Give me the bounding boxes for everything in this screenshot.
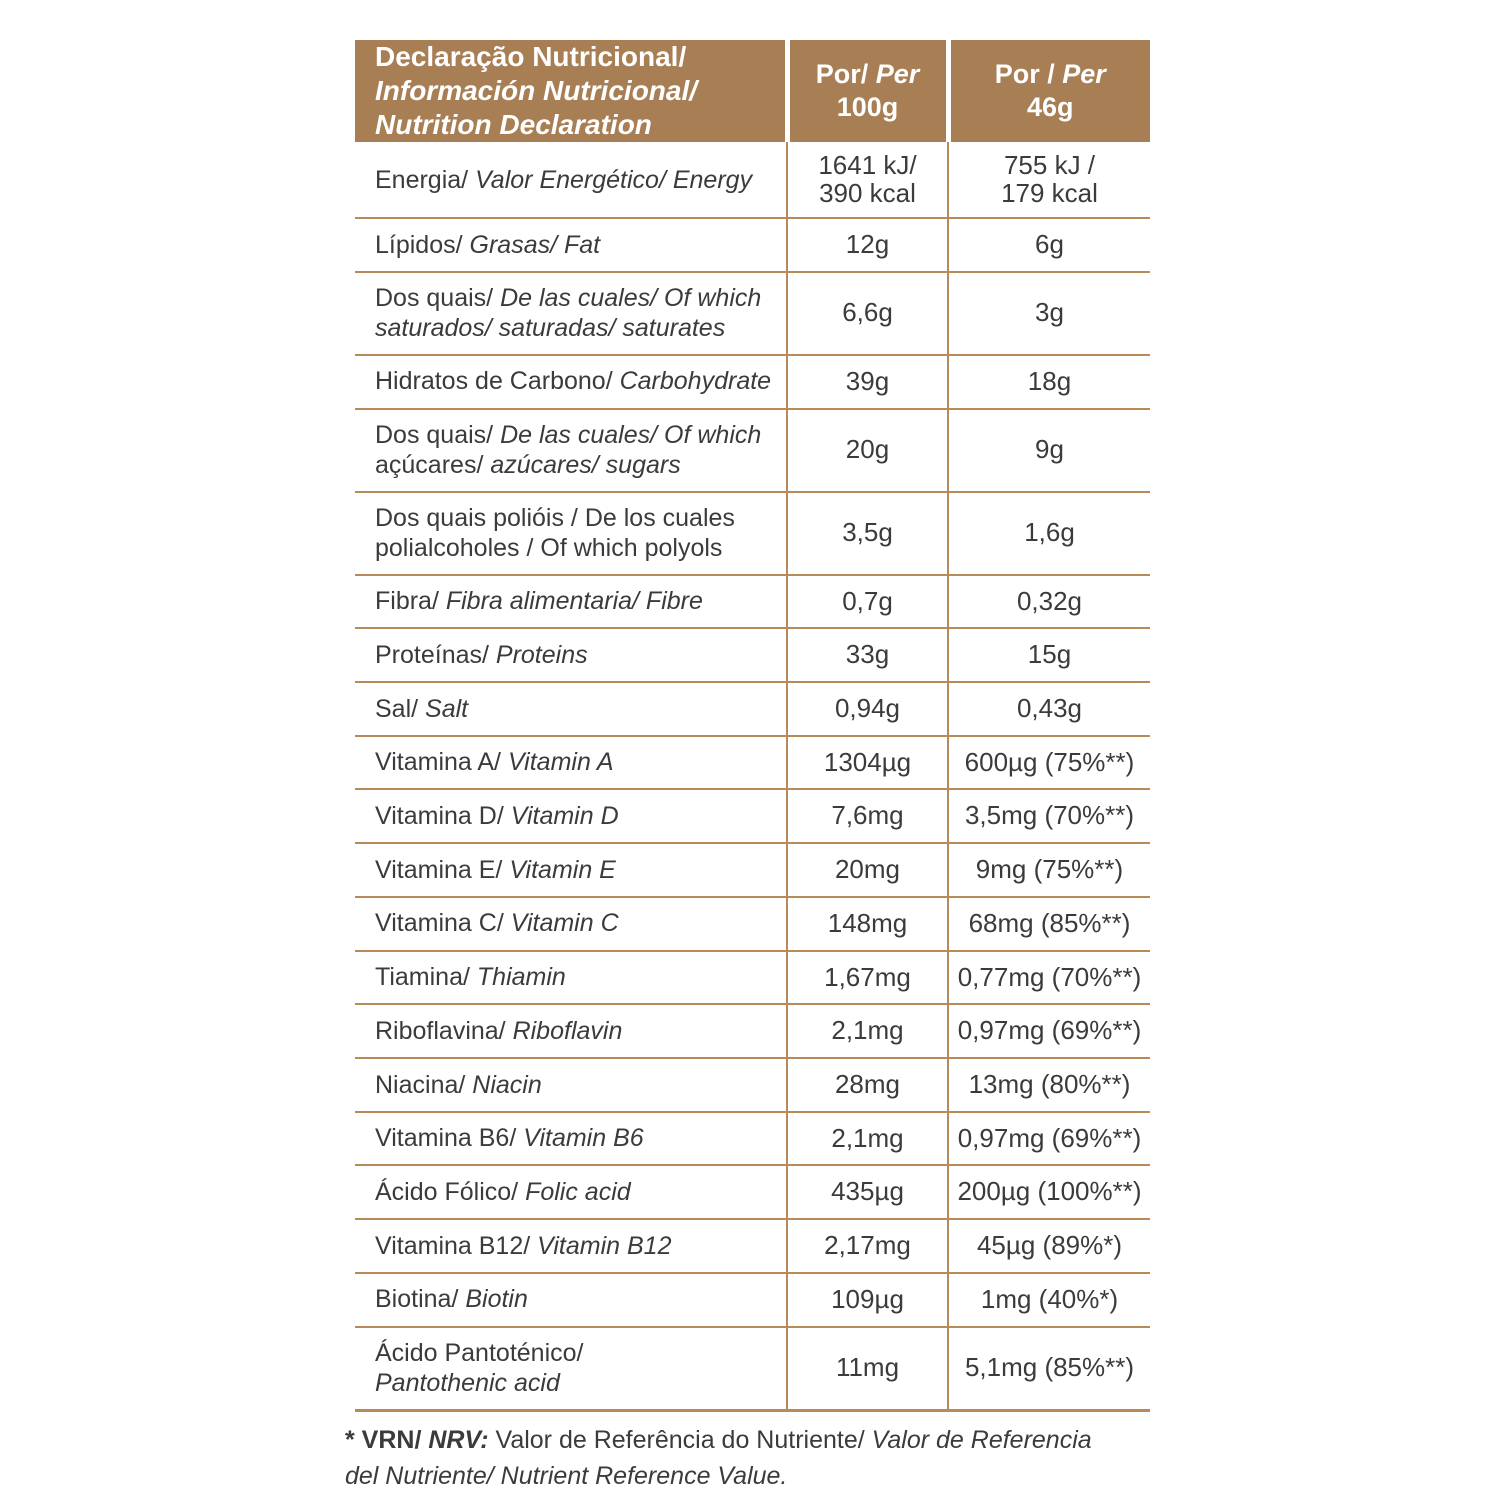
value-line: 2,1mg [831, 1122, 904, 1153]
table-row [355, 628, 1150, 682]
table-row [355, 843, 1150, 897]
value-line: 6g [1035, 229, 1064, 260]
text-segment: Ácido Fólico/ [375, 1178, 526, 1207]
value-per-100g [787, 1327, 948, 1411]
table-row [355, 272, 1150, 355]
text-segment: NRV: [428, 1426, 496, 1454]
value-per-46g [948, 355, 1150, 409]
nutrient-label [355, 1219, 787, 1273]
value-per-46g [948, 1165, 1150, 1219]
value-line: 11mg [835, 1352, 900, 1383]
text-segment: Riboflavin [512, 1016, 623, 1045]
text-segment: De las cuales/ Of which saturados/ saturadas/ saturates [375, 283, 762, 343]
table-row [355, 789, 1150, 843]
table-row [355, 951, 1150, 1005]
table-row [355, 492, 1150, 575]
value-line: 1641 kJ/ [818, 150, 917, 181]
text-segment: Vitamina B12/ [375, 1231, 538, 1260]
text-segment: Vitamina D/ [375, 801, 511, 830]
text-segment: Tiamina/ [375, 963, 477, 992]
nutrient-label [355, 142, 787, 218]
nutrient-label [355, 575, 787, 629]
header-title-text [375, 41, 697, 140]
value-per-46g [948, 789, 1150, 843]
value-line: 15g [1027, 639, 1072, 670]
value-per-46g [948, 218, 1150, 272]
nutrient-label [355, 272, 787, 355]
value-line: 3,5mg (70%**) [964, 800, 1135, 831]
value-per-100g [787, 1058, 948, 1112]
value-line: 0,32g [1016, 585, 1083, 616]
text-segment: * VRN/ [345, 1426, 429, 1454]
text-segment: Dos quais/ [375, 420, 501, 449]
text-segment: Información Nutricional/ [375, 75, 698, 107]
value-per-100g [787, 682, 948, 736]
text-segment: Ácido Pantoténico/ [375, 1338, 584, 1367]
text-segment: Vitamina A/ [375, 748, 508, 777]
text-segment: Nutrition Declaration [375, 109, 652, 141]
value-line: 435µg [831, 1176, 904, 1207]
nutrient-label [355, 1327, 787, 1411]
value-per-100g [787, 575, 948, 629]
value-line: 755 kJ / [1003, 150, 1096, 181]
text-segment: Vitamin B6 [523, 1124, 644, 1153]
table-row [355, 897, 1150, 951]
text-segment: Carbohydrate [619, 367, 772, 396]
table-row [355, 1058, 1150, 1112]
text-segment: Folic acid [525, 1178, 631, 1207]
text-segment: Valor de Referência do Nutriente/ [495, 1426, 872, 1454]
value-line: 1304µg [823, 746, 912, 777]
table-row [355, 575, 1150, 629]
value-line: 200µg (100%**) [957, 1176, 1142, 1207]
text-segment: Pantothenic acid [375, 1369, 560, 1398]
text-segment: Hidratos de Carbono/ [375, 367, 620, 396]
table-row [355, 1327, 1150, 1411]
text-segment: azúcares/ sugars [490, 451, 681, 479]
value-line: 68mg (85%**) [968, 907, 1131, 938]
value-per-46g [948, 951, 1150, 1005]
value-line: 600µg (75%**) [964, 746, 1135, 777]
text-segment: Por / [994, 59, 1063, 90]
value-per-46g [948, 1327, 1150, 1411]
value-line: 33g [845, 639, 890, 670]
value-line: 1mg (40%*) [980, 1283, 1119, 1314]
value-per-46g [948, 1058, 1150, 1112]
header-per46g-text [995, 59, 1106, 122]
value-per-46g [948, 272, 1150, 355]
table-body [355, 142, 1150, 1410]
header-per46g-cell [948, 40, 1150, 142]
value-per-100g [787, 1219, 948, 1273]
table-row [355, 355, 1150, 409]
text-segment: Por/ [815, 59, 876, 90]
value-line: 28mg [834, 1068, 901, 1099]
text-segment: Valor Energético/ Energy [475, 165, 753, 194]
text-segment: Per [1062, 59, 1106, 90]
text-segment: Fibra/ [375, 587, 446, 616]
value-line: 20mg [834, 854, 901, 885]
value-line: 0,43g [1016, 692, 1083, 723]
value-line: 9mg (75%**) [975, 854, 1124, 885]
nutrient-label [355, 1165, 787, 1219]
value-line: 0,77mg (70%**) [957, 961, 1142, 992]
header-row [355, 40, 1150, 142]
value-line: 7,6mg [831, 800, 904, 831]
nutrient-label [355, 897, 787, 951]
table-row [355, 1165, 1150, 1219]
value-per-100g [787, 1273, 948, 1327]
value-per-100g [787, 951, 948, 1005]
value-per-46g [948, 492, 1150, 575]
text-segment: Vitamin D [510, 801, 619, 830]
text-segment: Proteins [495, 640, 588, 669]
value-line: 13mg (80%**) [968, 1068, 1131, 1099]
value-line: 6,6g [842, 297, 893, 328]
value-line: 390 kcal [819, 177, 916, 208]
text-segment: Lípidos/ [375, 230, 470, 259]
text-segment: Vitamina C/ [375, 909, 511, 938]
text-segment: De las cuales/ Of which [500, 420, 762, 449]
text-segment: Fibra alimentaria/ Fibre [445, 587, 703, 616]
text-segment: Declaração Nutricional/ [375, 41, 687, 72]
text-segment: Dos quais polióis / De los cuales polialcoholes / Of which polyols [375, 503, 735, 562]
text-segment: Proteínas/ [375, 640, 496, 669]
nutrient-label [355, 789, 787, 843]
nutrient-label [355, 951, 787, 1005]
text-segment: Dos quais/ [375, 283, 501, 312]
value-per-46g [948, 142, 1150, 218]
table-row [355, 682, 1150, 736]
value-line: 0,94g [834, 692, 901, 723]
footnote [345, 1422, 1092, 1495]
value-per-46g [948, 897, 1150, 951]
text-segment: Niacina/ [375, 1070, 473, 1099]
value-line: 148mg [827, 907, 908, 938]
text-segment: Grasas/ Fat [469, 230, 601, 259]
value-per-100g [787, 843, 948, 897]
nutrient-label [355, 1273, 787, 1327]
text-segment: 100g [836, 92, 899, 123]
value-line: 109µg [831, 1283, 904, 1314]
text-segment: Valor de Referencia [871, 1426, 1092, 1454]
nutrient-label [355, 1112, 787, 1166]
value-line: 2,1mg [831, 1015, 904, 1046]
value-per-46g [948, 682, 1150, 736]
header-per100g-cell [787, 40, 948, 142]
value-line: 179 kcal [1001, 177, 1098, 208]
text-segment: Riboflavina/ [375, 1016, 513, 1045]
value-per-100g [787, 355, 948, 409]
value-line: 5,1mg (85%**) [964, 1352, 1135, 1383]
text-segment: Thiamin [476, 963, 566, 992]
value-per-46g [948, 1273, 1150, 1327]
nutrient-label [355, 736, 787, 790]
value-line: 3g [1035, 297, 1064, 328]
text-segment: Vitamin B12 [537, 1231, 672, 1260]
table-row [355, 142, 1150, 218]
table-row [355, 409, 1150, 492]
value-line: 12g [845, 229, 890, 260]
value-line: 0,7g [842, 585, 893, 616]
text-segment: Vitamina B6/ [375, 1124, 524, 1153]
nutrient-label [355, 628, 787, 682]
value-line: 0,97mg (69%**) [957, 1015, 1142, 1046]
value-line: 3,5g [842, 517, 893, 548]
value-per-100g [787, 492, 948, 575]
table-row [355, 1112, 1150, 1166]
value-line: 39g [845, 365, 890, 396]
table-row [355, 1273, 1150, 1327]
value-per-100g [787, 272, 948, 355]
value-per-46g [948, 575, 1150, 629]
text-segment: Sal/ [375, 694, 426, 723]
value-per-46g [948, 736, 1150, 790]
value-line: 20g [845, 434, 890, 465]
header-per100g-text [816, 59, 920, 122]
value-per-100g [787, 628, 948, 682]
nutrient-label [355, 492, 787, 575]
value-per-100g [787, 218, 948, 272]
nutrient-label [355, 682, 787, 736]
text-segment: Energia/ [375, 165, 476, 194]
text-segment: 46g [1026, 92, 1074, 123]
value-per-100g [787, 1112, 948, 1166]
text-segment: Biotin [465, 1285, 528, 1314]
text-segment: Per [875, 59, 920, 90]
table-row [355, 736, 1150, 790]
value-line: 1,67mg [824, 961, 911, 992]
value-per-46g [948, 1004, 1150, 1058]
value-per-46g [948, 1219, 1150, 1273]
nutrition-table [355, 40, 1150, 1412]
value-line: 9g [1035, 434, 1064, 465]
value-per-100g [787, 1165, 948, 1219]
value-line: 2,17mg [824, 1230, 911, 1261]
text-segment: Vitamin C [510, 909, 619, 938]
value-per-46g [948, 843, 1150, 897]
text-segment: del Nutriente/ Nutrient Reference Value. [345, 1462, 788, 1491]
value-per-46g [948, 628, 1150, 682]
value-per-100g [787, 1004, 948, 1058]
nutrient-label [355, 355, 787, 409]
footnote-text [345, 1426, 1092, 1490]
table-row [355, 1004, 1150, 1058]
text-segment: Vitamin A [507, 748, 614, 777]
value-per-100g [787, 736, 948, 790]
nutrient-label [355, 1058, 787, 1112]
value-line: 0,97mg (69%**) [957, 1122, 1142, 1153]
text-segment: Niacin [472, 1070, 542, 1099]
value-line: 1,6g [1024, 517, 1075, 548]
table-row [355, 218, 1150, 272]
value-line: 45µg (89%*) [976, 1230, 1123, 1261]
value-line: 18g [1027, 365, 1072, 396]
nutrient-label [355, 1004, 787, 1058]
nutrient-label [355, 409, 787, 492]
nutrient-label [355, 843, 787, 897]
text-segment: Biotina/ [375, 1285, 466, 1314]
nutrient-label [355, 218, 787, 272]
header-title-cell [355, 40, 787, 142]
text-segment: Salt [425, 694, 469, 723]
text-segment: Vitamina E/ [375, 855, 510, 884]
value-per-46g [948, 1112, 1150, 1166]
text-segment: Vitamin E [509, 855, 616, 884]
value-per-46g [948, 409, 1150, 492]
value-per-100g [787, 409, 948, 492]
value-per-100g [787, 142, 948, 218]
value-per-100g [787, 897, 948, 951]
table-row [355, 1219, 1150, 1273]
text-segment: açúcares/ [375, 451, 491, 479]
value-per-100g [787, 789, 948, 843]
